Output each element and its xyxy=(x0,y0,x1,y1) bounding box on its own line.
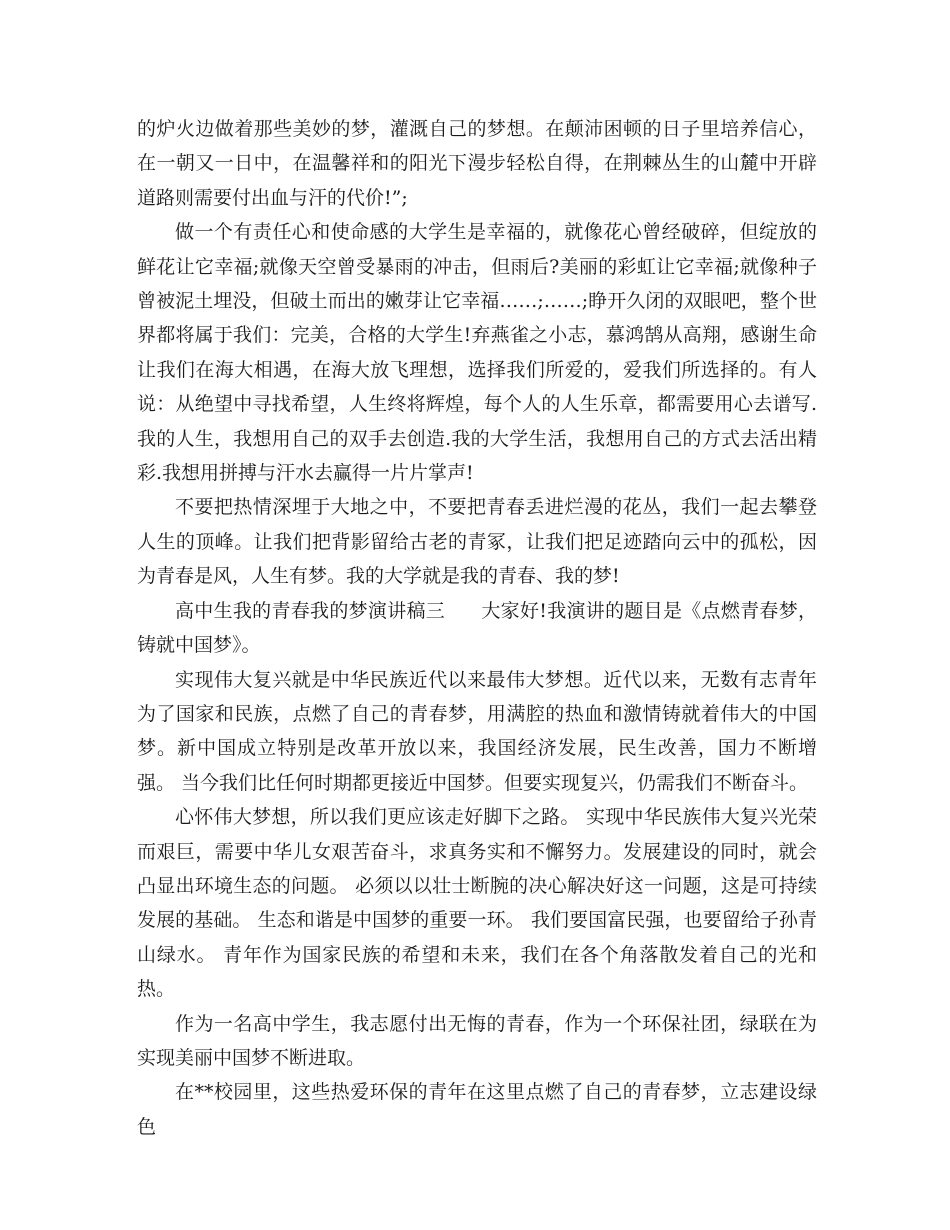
paragraph: 心怀伟大梦想，所以我们更应该走好脚下之路。 实现中华民族伟大复兴光荣而艰巨，需要中华儿女艰苦奋斗，求真务实和不懈努力。发展建设的同时，就会凸显出环境生态的问题。 必须以以壮士断腕的决心解决好这一问题，这是可持续发展的基础。 生态和谐是中国梦的重要一环。 我们要国富民强，也要留给子孙青山绿水。 青年作为国家民族的希望和未来，我们在各个角落散发着自己的光和热。 xyxy=(137,806,817,1001)
document-body xyxy=(137,112,817,1144)
speech-heading-paragraph xyxy=(137,594,817,663)
paragraph: 的炉火边做着那些美妙的梦，灌溉自己的梦想。在颠沛困顿的日子里培养信心，在一朝又一日中，在温馨祥和的阳光下漫步轻松自得，在荆棘丛生的山麓中开辟道路则需要付出血与汗的代价!”; xyxy=(137,118,817,209)
paragraph: 在**校园里，这些热爱环保的青年在这里点燃了自己的青春梦，立志建设绿色 xyxy=(137,1081,817,1138)
paragraph: 作为一名高中学生，我志愿付出无悔的青春，作为一个环保社团，绿联在为实现美丽中国梦不断进取。 xyxy=(137,1012,817,1069)
speech-title: 高中生我的青春我的梦演讲稿三 xyxy=(175,599,446,622)
paragraph: 不要把热情深埋于大地之中，不要把青春丢进烂漫的花丛，我们一起去攀登人生的顶峰。让我们把背影留给古老的青冢，让我们把足迹踏向云中的孤松，因为青春是风，人生有梦。我的大学就是我的青春、我的梦! xyxy=(137,496,817,588)
paragraph: 实现伟大复兴就是中华民族近代以来最伟大梦想。近代以来，无数有志青年为了国家和民族，点燃了自己的青春梦，用满腔的热血和激情铸就着伟大的中国梦。新中国成立特别是改革开放以来，我国经济发展，民生改善，国力不断增强。 当今我们比任何时期都更接近中国梦。但要实现复兴，仍需我们不断奋斗。 xyxy=(137,668,817,794)
speech-opening: 大家好!我演讲的题目是《点燃青春梦，铸就中国梦》。 xyxy=(137,599,817,657)
paragraph: 做一个有责任心和使命感的大学生是幸福的，就像花心曾经破碎，但绽放的鲜花让它幸福;就像天空曾受暴雨的冲击，但雨后?美丽的彩虹让它幸福;就像种子曾被泥土埋没，但破土而出的嫩芽让它幸福……;……;睁开久闭的双眼吧，整个世界都将属于我们：完美，合格的大学生!弃燕雀之小志，慕鸿鹄从高翔，感谢生命让我们在海大相遇，在海大放飞理想，选择我们所爱的，爱我们所选择的。有人说：从绝望中寻找希望，人生终将辉煌，每个人的人生乐章，都需要用心去谱写.我的人生，我想用自己的双手去创造.我的大学生活，我想用自己的方式去活出精彩.我想用拼搏与汗水去赢得一片片掌声! xyxy=(137,221,817,485)
